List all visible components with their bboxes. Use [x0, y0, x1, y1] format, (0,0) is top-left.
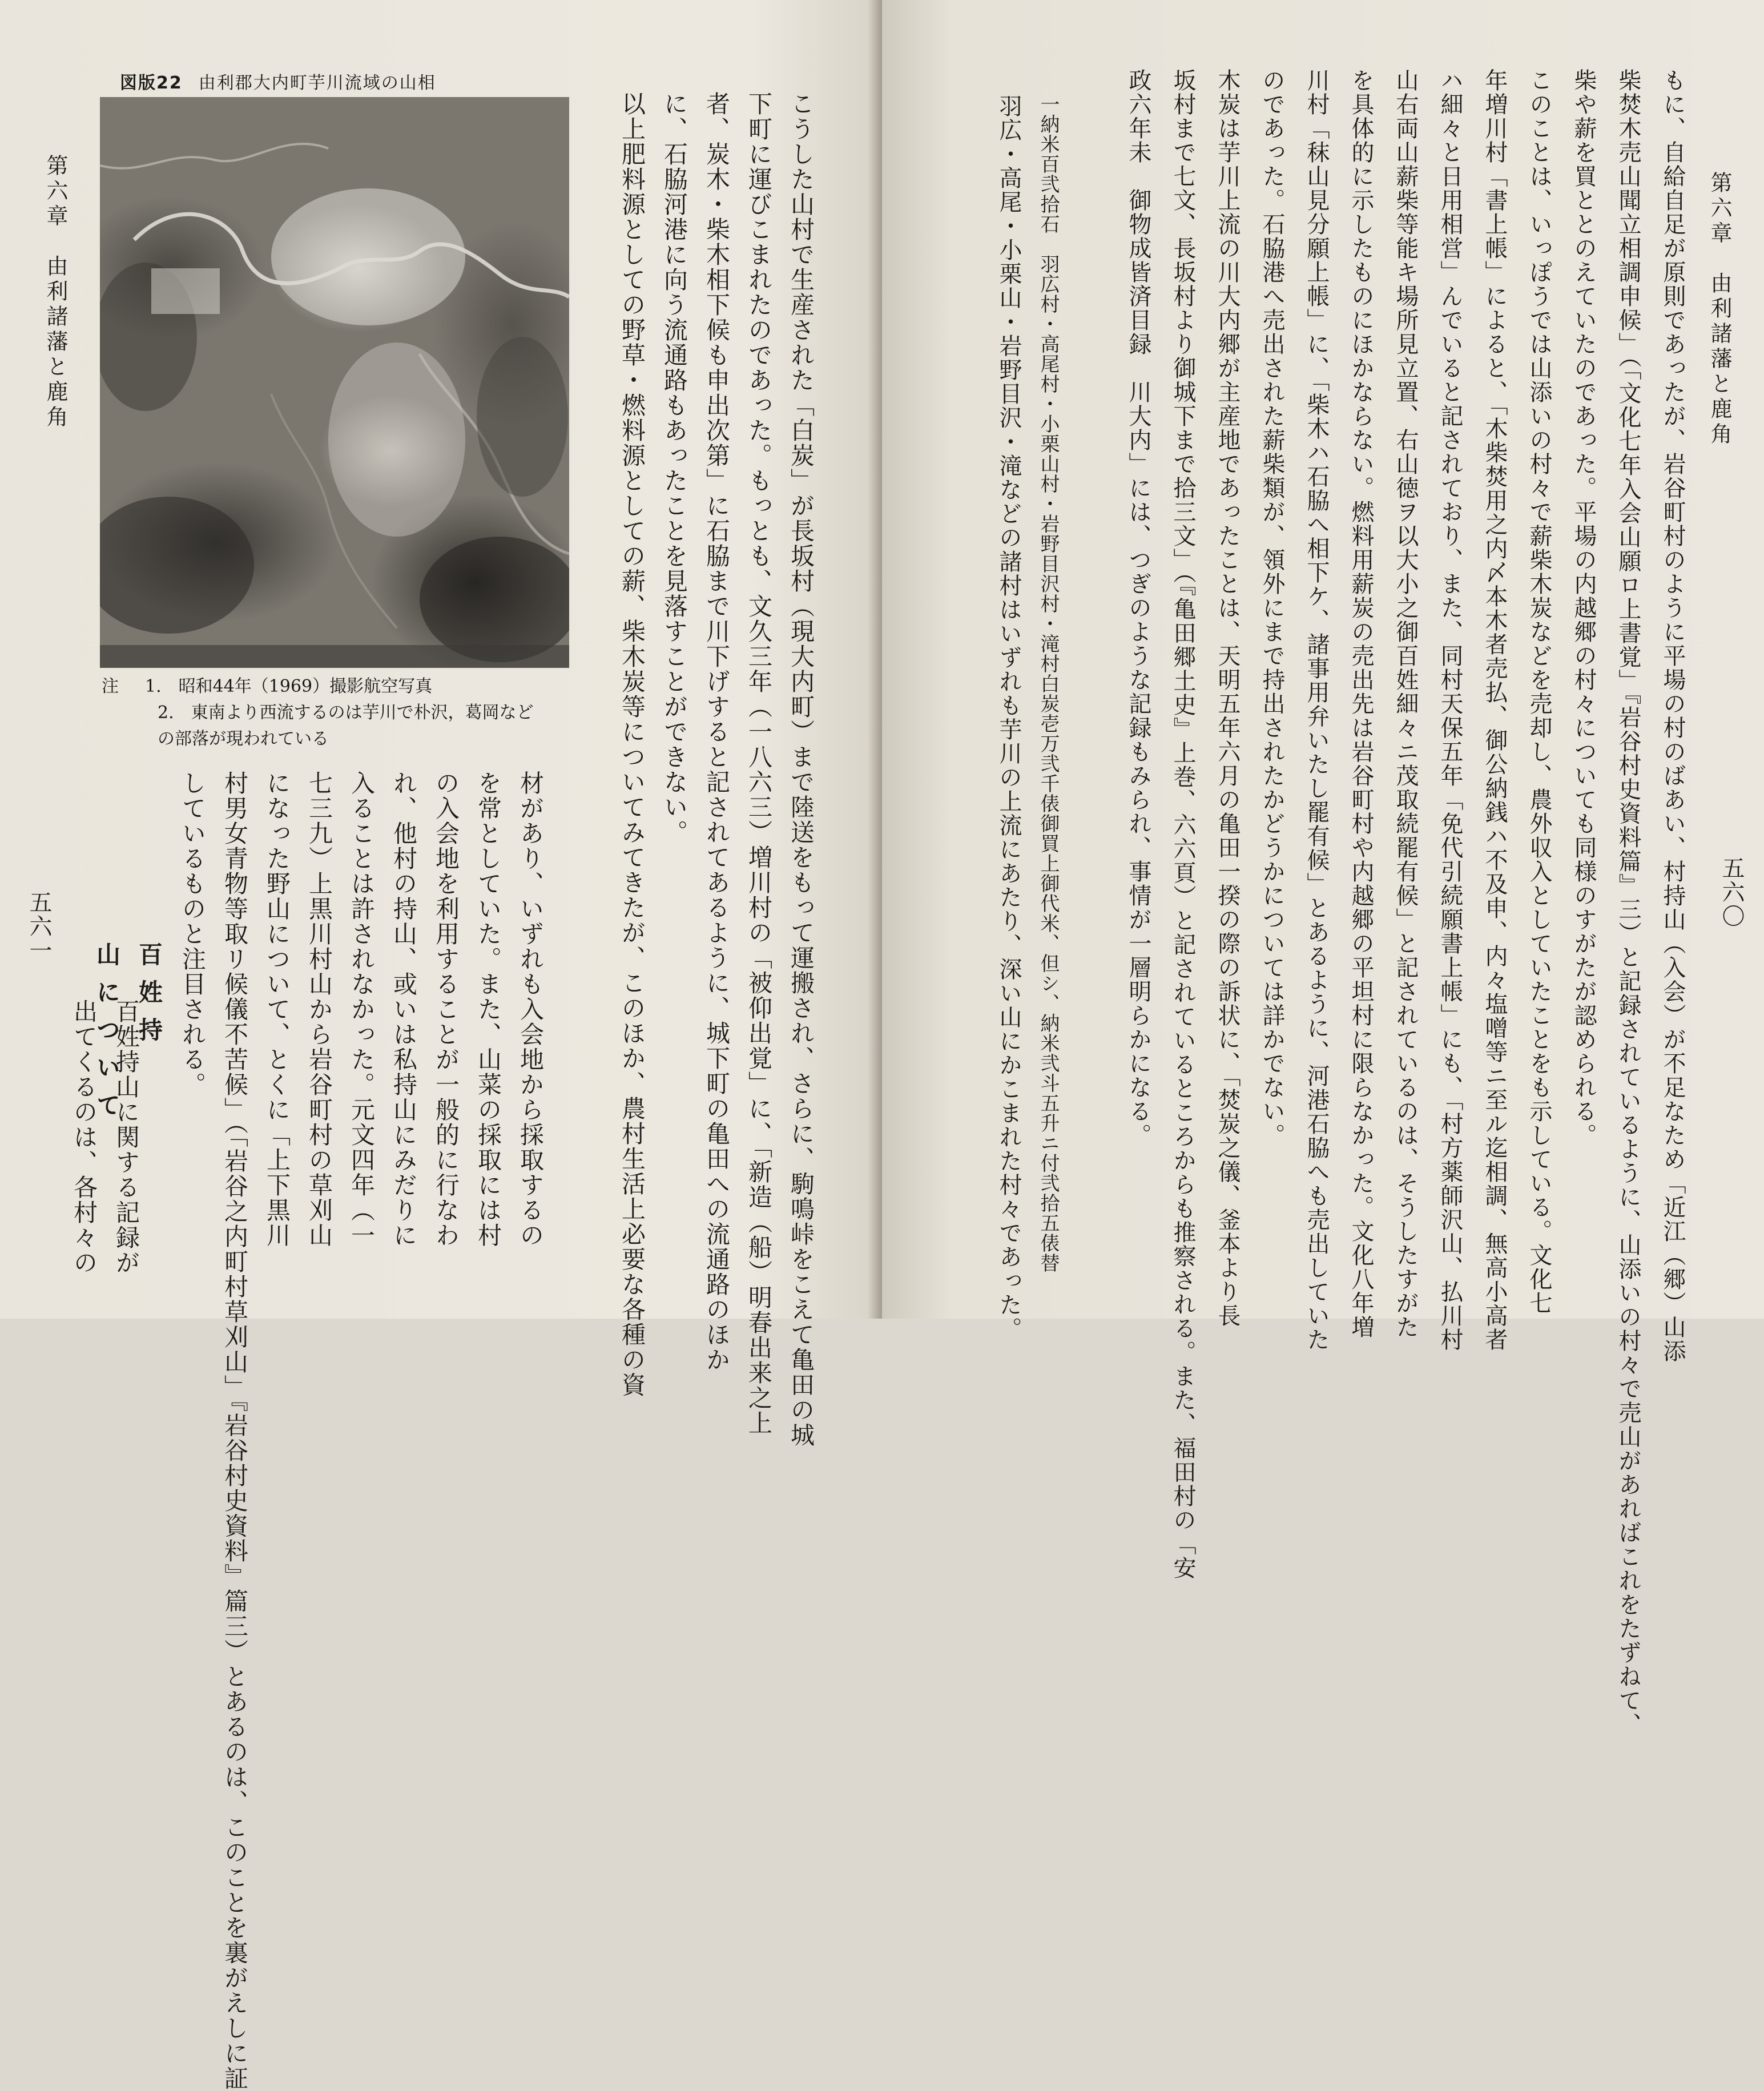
text-line: 川村「秣山見分願上帳」に、「柴木ハ石脇へ相下ケ、諸事用弁いたし罷有候」とあるように、河港石脇へも売出していた [1303, 69, 1330, 1352]
figure-caption [120, 69, 436, 94]
note-prefix: 注 [102, 676, 119, 696]
text-line: しているものと注目される。 [179, 771, 207, 1097]
figure-note-1: 1. 昭和44年（1969）撮影航空写真 [145, 676, 433, 696]
text-line: 柴や薪を買ととのえていたのであった。平場の内越郷の村々についても同様のすがたが認められる。 [1570, 69, 1597, 1147]
quote-block [1033, 94, 1063, 1273]
text-line: 出てくるのは、各村々の [70, 999, 98, 1275]
text-line: このことは、いっぽうでは山添いの村々で薪柴木炭などを売却し、農外収入としていたことをも示している。文化七 [1526, 69, 1552, 1315]
running-head: 第六章 由利諸藩と鹿角 [1707, 171, 1732, 448]
text-line: 山右両山薪柴等能キ場所見立置、右山徳ヲ以大小之御百姓細々ニ茂取続罷有候」と記されているのは、そうしたすがた [1392, 69, 1419, 1339]
page-number: 五六〇 [1718, 856, 1745, 928]
right-page [882, 0, 1764, 1737]
text-line: 政六年未 御物成皆済目録 川大内」には、つぎのような記録もみられ、事情が一層明らかになる。 [1125, 69, 1151, 1147]
text-line: 羽広・高尾・小栗山・岩野目沢・滝などの諸村はいずれも芋川の上流にあたり、深い山にかこまれた村々であった。 [996, 94, 1022, 1341]
quote-line: 一納米百弐拾石 羽広村・高尾村・小栗山村・岩野目沢村・滝村白炭壱万弐千俵御買上御代米、但シ、納米弐斗五升ニ付弐拾五俵替 [1037, 94, 1060, 1273]
aerial-photograph [100, 97, 569, 668]
text-line: 百姓持山に関する記録が [112, 999, 140, 1275]
text-line: 木炭は芋川上流の川大内郷が主産地であったことは、天明五年六月の亀田一揆の際の訴状に、「焚炭之儀、釜本より長 [1214, 69, 1241, 1328]
text-column [988, 94, 1030, 1341]
text-line: 入ることは許されなかった。元文四年（一 [348, 771, 376, 1248]
section-heading-line: 山について [93, 942, 121, 1130]
text-line: 以上肥料源としての野草・燃料源としての薪、柴木炭等についてみてきたが、このほか、農村生活上必要な各種の資 [618, 91, 646, 1397]
section-heading-line: 百姓持 [135, 942, 163, 1055]
text-line: 材があり、いずれも入会地から採取するの [517, 771, 545, 1248]
text-line: を具体的に示したものにほかならない。燃料用薪炭の売出先は岩谷町村や内越郷の平坦村に限らなかった。文化八年増 [1348, 69, 1374, 1339]
figure-note-2-cont: の部落が現われている [158, 729, 329, 749]
text-line: 坂村まで七文、長坂村より御城下まで拾三文」（『亀田郷土史』上巻、六六頁）と記されているところからも推察される。また、福田村の「安 [1170, 69, 1196, 1580]
text-line: 柴焚木売山聞立相調申候」（「文化七年入会山願ロ上書覚」『岩谷村史資料篇』三）と記録されているように、山添いの村々で売山があればこれをたずねて、 [1615, 69, 1641, 1737]
text-line: 者、炭木・柴木相下候も申出次第」に石脇まで川下げすると記されてあるように、城下町の亀田への流通路のほか [703, 91, 731, 1372]
text-line: の入会地を利用することが一般的に行なわ [432, 771, 460, 1248]
figure-label: 図版22 [120, 73, 183, 93]
text-line: 七三九）上黒川村山から岩谷町村の草刈山 [305, 771, 333, 1248]
running-head: 第六章 由利諸藩と鹿角 [43, 154, 68, 430]
text-column [1116, 69, 1695, 1737]
text-line: 村男女青物等取リ候儀不苦候」（「岩谷之内町村草刈山」『岩谷村史資料』篇三）とあるのは、このことを裏がえしに証 [221, 771, 249, 2091]
text-line: れ、他村の持山、或いは私持山にみだりに [390, 771, 418, 1248]
text-line: のであった。石脇港へ売出された薪柴類が、領外にまで持出されたかどうかについては詳かでない。 [1259, 69, 1285, 1147]
figure-title: 由利郡大内町芋川流域の山相 [198, 73, 436, 93]
text-column [611, 91, 822, 1448]
text-column [171, 771, 551, 2091]
text-line: になった野山について、とくに「上下黒川 [263, 771, 291, 1248]
page-number: 五六一 [26, 891, 52, 962]
figure-notes [102, 674, 534, 752]
text-line: 下町に運びこまれたのであった。もっとも、文久三年（一八六三）増川村の「被仰出覚」に、「新造（船）明春出来之上 [745, 91, 773, 1436]
text-line: もに、自給自足が原則であったが、岩谷町村のように平場の村のばあい、村持山（入会）が不足なため「近江（郷）山添 [1660, 69, 1686, 1363]
text-line: を常としていた。また、山菜の採取には村 [474, 771, 502, 1248]
text-line: に、石脇河港に向う流通路もあったことを見落すことができない。 [661, 91, 688, 845]
text-line: 年増川村「書上帳」によると、「木柴焚用之内〆本木者売払、御公納銭ハ不及申、内々塩噌等ニ至ル迄相調、無高小高者 [1481, 69, 1508, 1352]
text-column [63, 999, 147, 1273]
aerial-photo-texture [100, 97, 569, 668]
text-line: ハ細々と日用相営」んでいると記されており、また、同村天保五年「免代引続願書上帳」にも、「村方薬師沢山、払川村 [1437, 69, 1463, 1352]
text-line: こうした山村で生産された「白炭」が長坂村（現大内町）まで陸送をもって運搬され、さらに、駒鳴峠をこえて亀田の城 [787, 91, 815, 1448]
figure-note-2: 2. 東南より西流するのは芋川で朴沢，葛岡など [158, 703, 534, 723]
